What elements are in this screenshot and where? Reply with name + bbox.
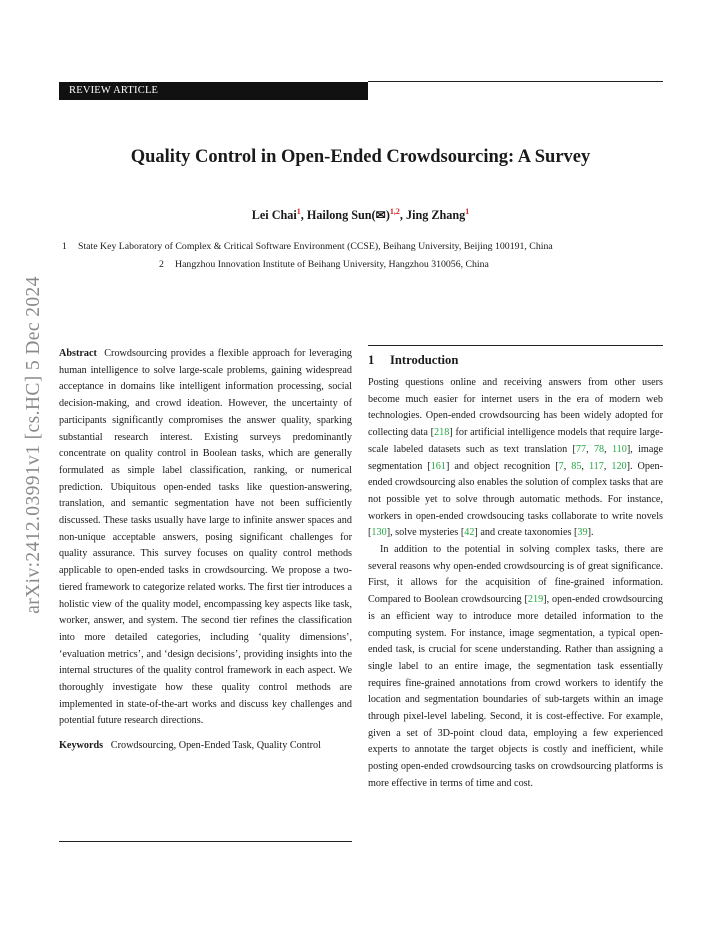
affiliation-1 bbox=[62, 241, 553, 252]
section-heading bbox=[368, 352, 663, 369]
abstract-text: Crowdsourcing provides a flexible approach for leveraging human intelligence to solve large-scale problems, gaining widespread acceptance in domains like intelligent information processing, social decision-making, and crowd ideation. However, the uncertainty of participants significantly compromises the answer quality, sparking substantial research interest. Existing surveys predominantly concentrate on quality control in Boolean tasks, which are generally formulated as simple label classification, ranking, or numerical prediction. Ubiquitous open-ended tasks like question-answering, translation, and semantic segmentation have not been sufficiently discussed. These tasks usually have large to infinite answer spaces and non-unique acceptable answers, posing significant challenges for quality assurance. This survey focuses on quality control methods applicable to open-ended tasks in crowdsourcing. We propose a two-tiered framework to categorize related works. The first tier introduces a holistic view of the quality model, encompassing key aspects like task, worker, answer, and system. The second tier refines the classification into more detailed categories, including ‘quality dimensions’, ‘evaluation metrics’, and ‘design decisions’, providing insights into the internal structures of the quality control framework in each aspect. We thoroughly investigate how these quality control methods are implemented in state-of-the-art works and discuss key challenges and potential future research directions. bbox=[59, 348, 353, 727]
citation-link[interactable]: 7 bbox=[558, 460, 564, 472]
citation-link[interactable]: 117 bbox=[588, 460, 604, 472]
author-list bbox=[0, 207, 721, 223]
author-separator: , bbox=[399, 208, 406, 223]
affiliation-text: State Key Laboratory of Complex & Critical Software Environment (CCSE), Beihang University, Beijing 100191, China bbox=[78, 241, 553, 252]
introduction-column bbox=[368, 352, 663, 793]
section-number: 1 bbox=[368, 353, 375, 367]
paragraph-text: ], open-ended crowdsourcing is an efficient way to introduce more detailed information to the computing system. For instance, image segmentation, a typical open-ended task, is crucial for scene understanding. Rather than assigning a single label to an entire image, the segmentation task essentially requires fine-grained annotations from crowd workers to identify the location and segmentation boundaries of sub-targets within an image through pixel-level labeling. Second, it is cost-effective. For example, given a set of 3D-point cloud data, employing a few experienced experts to annotate the target objects is costly and inefficient, while posting open-ended crowdsourcing tasks on crowdsourcing platforms is more effective in terms of time and cost. bbox=[368, 594, 663, 789]
keywords-text: Crowdsourcing, Open-Ended Task, Quality Control bbox=[110, 740, 321, 752]
citation-link[interactable]: 78 bbox=[593, 443, 605, 455]
abstract-bottom-rule bbox=[59, 841, 352, 842]
citation-link[interactable]: 110 bbox=[611, 443, 627, 455]
citation-separator: , bbox=[586, 443, 594, 455]
citation-separator: , bbox=[603, 460, 612, 472]
abstract-column bbox=[59, 346, 352, 755]
citation-separator: , bbox=[581, 460, 589, 472]
header-rule bbox=[368, 81, 663, 82]
citation-link[interactable]: 130 bbox=[371, 527, 387, 539]
keywords-label: Keywords bbox=[59, 740, 104, 752]
paragraph-text: ] and object recognition [ bbox=[445, 460, 559, 472]
paragraph-text: In addition to the potential in solving complex tasks, there are several reasons why open-ended crowdsourcing is of great significance. First, it allows for the acquisition of fine-grained information. Compared to Boolean crowdsourcing [ bbox=[368, 544, 663, 606]
keywords bbox=[59, 738, 352, 755]
paragraph-text: ], solve mysteries [ bbox=[386, 527, 465, 539]
citation-separator: , bbox=[604, 443, 612, 455]
paragraph-text: ]. Open-ended crowdsourcing also enables the solution of complex tasks that are not possible yet to solve through automatic methods. For instance, workers in open-ended crowdsoucing tasks collaborate to write novels [ bbox=[368, 460, 664, 539]
arxiv-sidebar bbox=[22, 250, 46, 640]
citation-link[interactable]: 219 bbox=[527, 594, 544, 606]
paragraph-text: ] for artificial intelligence models that require large-scale labeled datasets such as text translation [ bbox=[368, 427, 664, 455]
article-type-tag: REVIEW ARTICLE bbox=[59, 82, 368, 100]
citation-link[interactable]: 39 bbox=[577, 527, 588, 539]
affiliation-text: Hangzhou Innovation Institute of Beihang University, Hangzhou 310056, China bbox=[175, 259, 489, 270]
affiliation-mark: 1,2 bbox=[389, 207, 400, 216]
paragraph-text: ], image segmentation [ bbox=[368, 443, 663, 472]
abstract-label: Abstract bbox=[59, 348, 97, 359]
citation-separator: , bbox=[563, 460, 572, 472]
citation-link[interactable]: 42 bbox=[464, 527, 475, 539]
intro-paragraph-2 bbox=[368, 542, 663, 793]
affiliation-mark: 1 bbox=[465, 207, 470, 216]
paper-title: Quality Control in Open-Ended Crowdsourcing: A Survey bbox=[130, 147, 591, 167]
citation-link[interactable]: 77 bbox=[575, 443, 587, 455]
citation-link[interactable]: 85 bbox=[571, 460, 582, 472]
section-title: Introduction bbox=[390, 353, 459, 367]
abstract bbox=[59, 346, 352, 730]
affiliation-number: 1 bbox=[62, 241, 67, 252]
author-separator: , bbox=[300, 208, 307, 223]
author-name: Hailong Sun(✉) bbox=[306, 208, 390, 223]
arxiv-identifier: arXiv:2412.03991v1 [cs.HC] 5 Dec 2024 bbox=[23, 276, 44, 614]
intro-paragraph-1 bbox=[368, 375, 663, 542]
section-rule bbox=[368, 345, 663, 346]
citation-link[interactable]: 120 bbox=[611, 460, 627, 472]
author-name: Jing Zhang bbox=[405, 208, 466, 223]
affiliation-2 bbox=[159, 259, 489, 270]
paragraph-text: Posting questions online and receiving answers from other users become much easier for internet users in the era of modern web technologies. Open-ended crowdsourcing has been widely adopted for collecting data [ bbox=[368, 377, 663, 439]
paragraph-text: ]. bbox=[587, 527, 594, 539]
citation-link[interactable]: 218 bbox=[434, 427, 450, 439]
author-name: Lei Chai bbox=[251, 208, 297, 223]
paragraph-text: ] and create taxonomies [ bbox=[474, 527, 578, 539]
affiliation-number: 2 bbox=[159, 259, 164, 270]
citation-link[interactable]: 161 bbox=[430, 460, 446, 472]
affiliation-mark: 1 bbox=[296, 207, 301, 216]
